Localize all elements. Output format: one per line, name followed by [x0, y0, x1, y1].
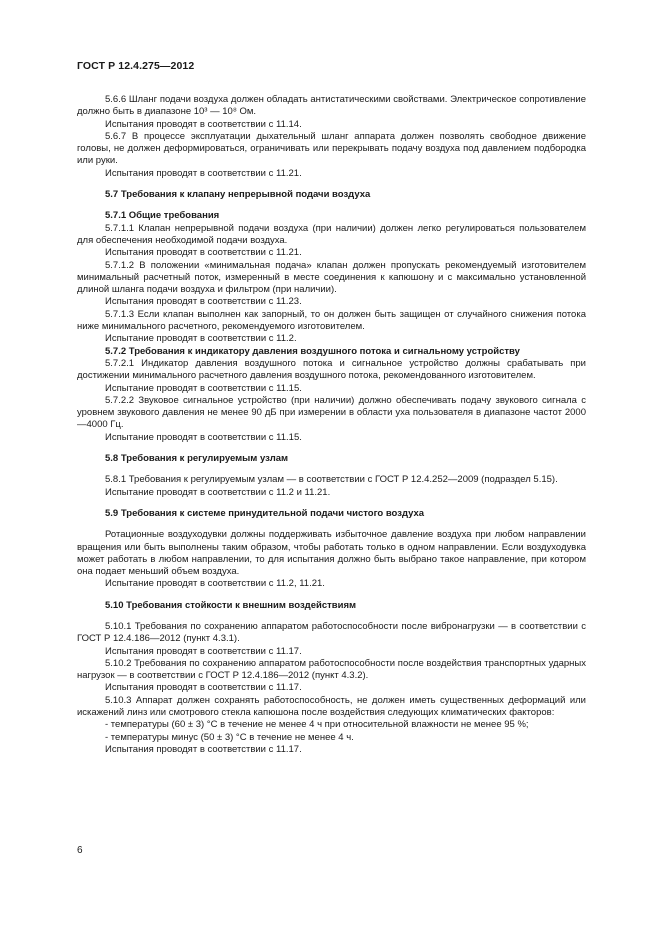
test-note: Испытание проводят в соответствии с 11.15.	[105, 431, 302, 443]
paragraph-5-6-6: 5.6.6 Шланг подачи воздуха должен обладать антистатическими свойствами. Электрическое сопротивление должно быть в диапазоне 10³ — 10⁸ Ом.	[77, 94, 586, 118]
list-item: - температуры минус (50 ± 3) °С в течение не менее 4 ч.	[105, 731, 354, 743]
paragraph-5-7-1-3: 5.7.1.3 Если клапан выполнен как запорный, то он должен быть защищен от случайного снижения потока ниже минимального расчетного, рекомендуемого изготовителем.	[77, 308, 586, 333]
section-heading-5-10: 5.10 Требования стойкости к внешним воздействиям	[105, 599, 357, 611]
test-note: Испытания проводят в соответствии с 11.21.	[105, 247, 302, 259]
page-number: 6	[77, 845, 83, 856]
paragraph-5-7-1-1: 5.7.1.1 Клапан непрерывной подачи воздуха (при наличии) должен легко регулироваться пользователем для обеспечения необходимой подачи воздуха.	[77, 222, 586, 246]
list-item: - температуры (60 ± 3) °С в течение не менее 4 ч при относительной влажности не менее 95 %;	[105, 719, 529, 731]
standard-header: ГОСТ Р 12.4.275—2012	[77, 60, 195, 72]
test-note: Испытания проводят в соответствии с 11.23.	[105, 296, 302, 308]
section-heading-5-8: 5.8 Требования к регулируемым узлам	[105, 453, 289, 465]
subsection-heading-5-7-2: 5.7.2 Требования к индикатору давления воздушного потока и сигнальному устройству	[105, 345, 520, 357]
test-note: Испытания проводят в соответствии с 11.17.	[105, 743, 302, 755]
paragraph-5-8-1: 5.8.1 Требования к регулируемым узлам — в соответствии с ГОСТ Р 12.4.252—2009 (подраздел 5.15).	[105, 474, 558, 486]
paragraph-5-10-1: 5.10.1 Требования по сохранению аппаратом работоспособности после вибронагрузки — в соответствии с ГОСТ Р 12.4.186—2012 (пункт 4.3.1).	[77, 620, 586, 645]
section-heading-5-7: 5.7 Требования к клапану непрерывной подачи воздуха	[105, 189, 371, 201]
test-note: Испытание проводят в соответствии с 11.15.	[105, 382, 302, 394]
document-body	[77, 94, 586, 756]
subsection-heading-5-7-1: 5.7.1 Общие требования	[105, 210, 220, 222]
paragraph-5-7-2-2: 5.7.2.2 Звуковое сигнальное устройство (при наличии) должно обеспечивать подачу звукового сигнала с уровнем звукового давления не менее 90 дБ при измерении в области уха пользователя в диапазоне частот 2000—4000 Гц.	[77, 394, 586, 431]
paragraph-5-10-3: 5.10.3 Аппарат должен сохранять работоспособность, не должен иметь существенных деформаций или искажений линз или смотрового стекла капюшона после воздействия следующих климатических факторов:	[77, 694, 586, 719]
section-heading-5-9: 5.9 Требования к системе принудительной подачи чистого воздуха	[105, 507, 425, 519]
test-note: Испытания проводят в соответствии с 11.17.	[105, 645, 302, 657]
paragraph-5-7-2-1: 5.7.2.1 Индикатор давления воздушного потока и сигнальное устройство должны срабатывать при достижении минимального расчетного давления воздушного потока, рекомендованного изготовителем.	[77, 357, 586, 382]
test-note: Испытание проводят в соответствии с 11.2.	[105, 333, 297, 345]
paragraph-5-7-1-2: 5.7.1.2 В положении «минимальная подача» клапан должен пропускать рекомендуемый изготовителем минимальный расчетный поток, измеренный в месте соединения к капюшону и с максимально установленной длиной шланга подачи воздуха и фильтром (при наличии).	[77, 259, 586, 296]
paragraph-5-6-7: 5.6.7 В процессе эксплуатации дыхательный шланг аппарата должен позволять свободное движение головы, не должен деформироваться, ограничивать или перекрывать подачу воздуха под давлением подбородка или руки.	[77, 130, 586, 167]
test-note: Испытания проводят в соответствии с 11.17.	[105, 682, 302, 694]
test-note: Испытания проводят в соответствии с 11.14.	[105, 118, 302, 130]
test-note: Испытание проводят в соответствии с 11.2, 11.21.	[105, 578, 325, 590]
test-note: Испытание проводят в соответствии с 11.2 и 11.21.	[105, 486, 331, 498]
paragraph-5-10-2: 5.10.2 Требования по сохранению аппаратом работоспособности после воздействия транспортных ударных нагрузок — в соответствии с ГОСТ Р 12.4.186—2012 (пункт 4.3.2).	[77, 657, 586, 682]
paragraph-5-9: Ротационные воздуходувки должны поддерживать избыточное давление воздуха при любом направлении вращения или быть выполнены таким образом, чтобы работать только в одном направлении. Если воздуходувка может работать в любом направлении, то для испытания должно быть выбрано такое направление, при котором она подает меньший объем воздуха.	[77, 529, 586, 578]
test-note: Испытания проводят в соответствии с 11.21.	[105, 167, 302, 179]
